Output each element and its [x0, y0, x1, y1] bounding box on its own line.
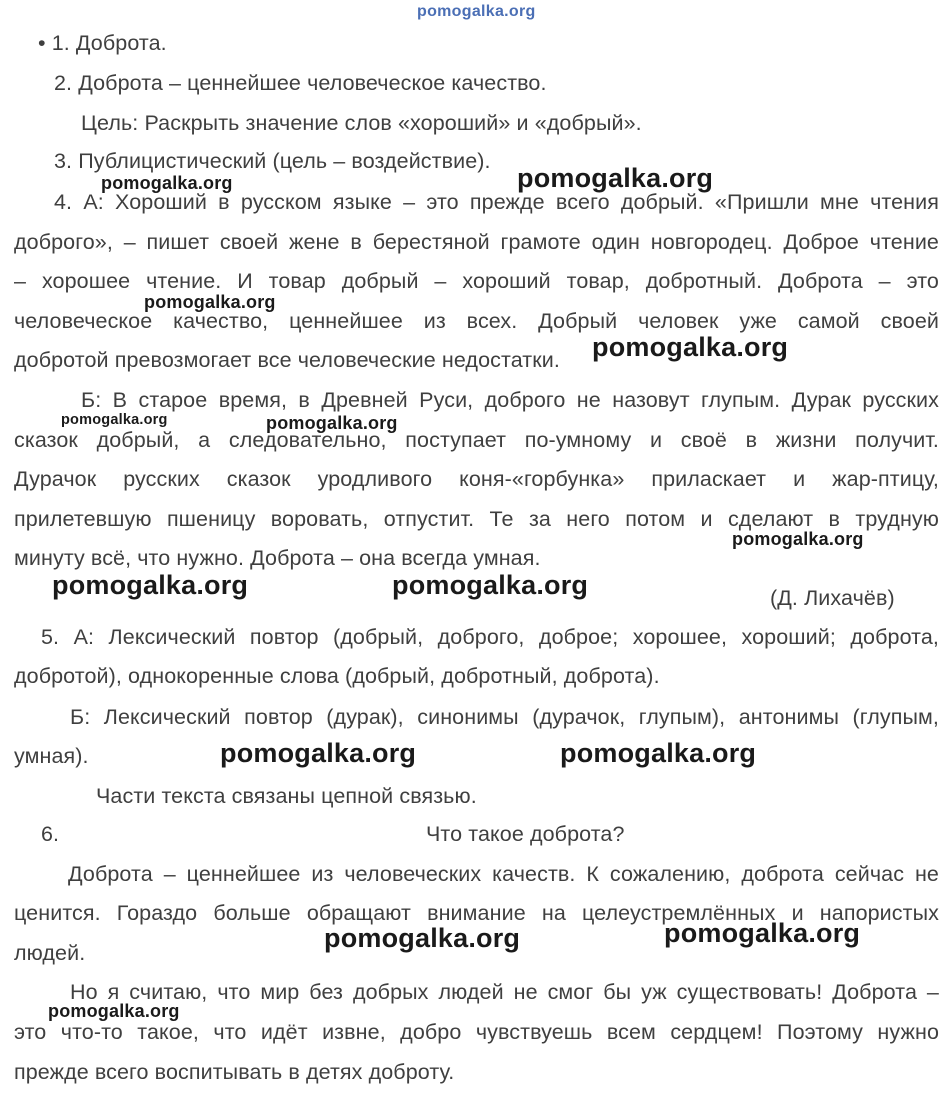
author: (Д. Лихачёв) [770, 586, 895, 610]
item-3: 3. Публицистический (цель – воздействие). [54, 149, 491, 173]
item-4b-line-3: Дурачок русских сказок уродливого коня-«горбунка» приласкает и жар-птицу, [14, 467, 939, 491]
essay-line-6: прежде всего воспитывать в детях доброту. [14, 1060, 455, 1084]
item-5-line-1: 5. А: Лексический повтор (добрый, доброго, доброе; хорошее, хороший; доброта, [41, 625, 939, 649]
item-2-goal: Цель: Раскрыть значение слов «хороший» и «добрый». [81, 111, 642, 135]
item-4-line-4: человеческое качество, ценнейшее из всех. Добрый человек уже самой своей [14, 309, 939, 333]
item-2: 2. Доброта – ценнейшее человеческое качество. [54, 71, 547, 95]
essay-line-2: ценится. Гораздо больше обращают внимание на целеустремлённых и напористых [14, 901, 939, 925]
item-5-conclusion: Части текста связаны цепной связью. [96, 784, 477, 808]
item-5b-line-1: Б: Лексический повтор (дурак), синонимы (дурачок, глупым), антонимы (глупым, [70, 705, 939, 729]
item-4-line-5: добротой превозмогает все человеческие недостатки. [14, 348, 560, 372]
watermark: pomogalka.org [220, 738, 417, 768]
watermark: pomogalka.org [101, 173, 233, 193]
watermark: pomogalka.org [664, 918, 861, 948]
watermark: pomogalka.org [324, 923, 521, 953]
item-4-line-2: доброго», – пишет своей жене в берестяной грамоте один новгородец. Доброе чтение [14, 230, 939, 254]
item-5-line-2: добротой), однокоренные слова (добрый, добротный, доброта). [14, 664, 660, 688]
item-4b-line-2: сказок добрый, а следовательно, поступает по-умному и своё в жизни получит. [14, 428, 939, 452]
item-1: • 1. Доброта. [38, 31, 167, 55]
watermark: pomogalka.org [52, 570, 249, 600]
watermark: pomogalka.org [592, 332, 789, 362]
watermark: pomogalka.org [48, 1001, 180, 1021]
item-5b-line-2: умная). [14, 744, 89, 768]
essay-line-5: это что-то такое, что идёт извне, добро чувствуешь всем сердцем! Поэтому нужно [14, 1020, 939, 1044]
item-4b-line-5: минуту всё, что нужно. Доброта – она всегда умная. [14, 546, 541, 570]
item-4b-line-1: Б: В старое время, в Древней Руси, доброго не назовут глупым. Дурак русских [81, 388, 939, 412]
watermark: pomogalka.org [517, 163, 714, 193]
essay-title: Что такое доброта? [426, 822, 625, 846]
essay-line-3: людей. [14, 941, 86, 965]
item-4-line-1: 4. А: Хороший в русском языке – это прежде всего добрый. «Пришли мне чтения [54, 190, 939, 214]
watermark: pomogalka.org [392, 570, 589, 600]
essay-line-1: Доброта – ценнейшее из человеческих качеств. К сожалению, доброта сейчас не [68, 862, 939, 886]
item-6-number: 6. [41, 822, 60, 846]
watermark: pomogalka.org [61, 412, 168, 428]
watermark: pomogalka.org [144, 292, 276, 312]
watermark: pomogalka.org [732, 529, 864, 549]
item-4b-line-4: прилетевшую пшеницу воровать, отпустит. Те за него потом и сделают в трудную [14, 507, 939, 531]
watermark: pomogalka.org [560, 738, 757, 768]
watermark: pomogalka.org [266, 413, 398, 433]
watermark-top: pomogalka.org [417, 3, 536, 20]
item-4-line-3: – хорошее чтение. И товар добрый – хороший товар, добротный. Доброта – это [14, 269, 939, 293]
essay-line-4: Но я считаю, что мир без добрых людей не смог бы уж существовать! Доброта – [70, 980, 939, 1004]
